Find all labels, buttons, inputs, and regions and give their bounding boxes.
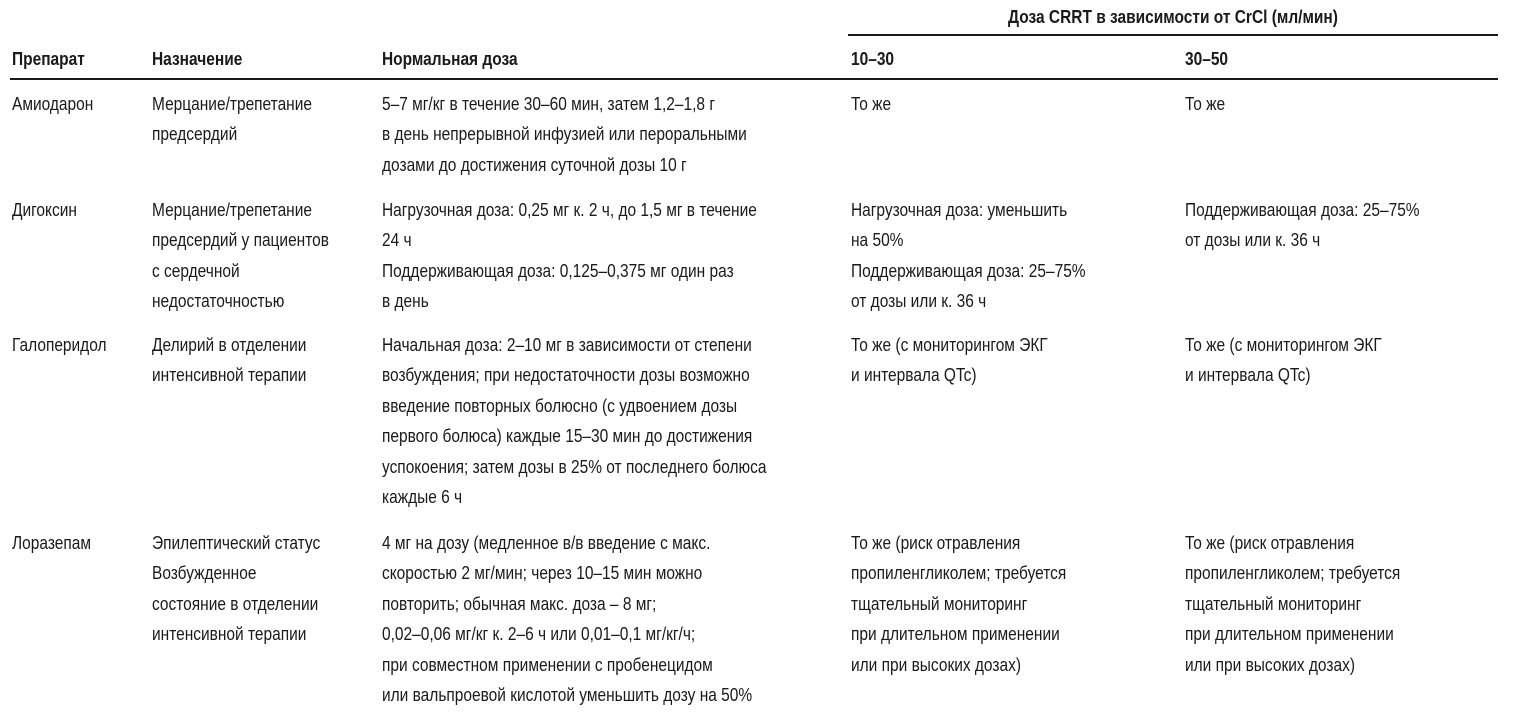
- cell-line: Мерцание/трепетание: [152, 94, 312, 114]
- cell-line: Нагрузочная доза: 0,25 мг к. 2 ч, до 1,5 мг в течение: [382, 200, 757, 220]
- cell-line: 0,02–0,06 мг/кг к. 2–6 ч или 0,01–0,1 мг/кг/ч;: [382, 624, 696, 645]
- cell-line: повторить; обычная макс. доза – 8 мг;: [382, 593, 657, 614]
- cell-line: или при высоких дозах): [851, 654, 1021, 675]
- cell-line: при длительном применении: [851, 624, 1060, 645]
- cell-line: Поддерживающая доза: 25–75%: [1185, 200, 1420, 220]
- cell-crcl-30-50: [1185, 195, 1420, 256]
- cell-line: 4 мг на дозу (медленное в/в введение с макс.: [382, 533, 711, 553]
- cell-crcl-30-50: [1185, 89, 1225, 119]
- cell-line: от дозы или к. 36 ч: [1185, 230, 1321, 251]
- cell-indication: [152, 528, 320, 650]
- header-drug: Препарат: [12, 49, 85, 69]
- cell-line: Эпилептический статус: [152, 533, 321, 553]
- cell-line: Поддерживающая доза: 0,125–0,375 мг один раз: [382, 260, 734, 281]
- group-header-rule: [848, 34, 1498, 36]
- cell-line: пропиленгликолем; требуется: [851, 563, 1067, 584]
- cell-normal-dose: [382, 330, 767, 512]
- cell-line: То же: [851, 94, 892, 114]
- cell-line: дозами до достижения суточной дозы 10 г: [382, 154, 687, 175]
- cell-line: Поддерживающая доза: 25–75%: [851, 260, 1086, 281]
- cell-crcl-10-30: [851, 195, 1086, 317]
- cell-line: Лоразепам: [12, 533, 91, 553]
- cell-line: в день непрерывной инфузией или пероральными: [382, 124, 747, 145]
- header-crcl-10-30: 10–30: [851, 49, 895, 69]
- cell-line: Галоперидол: [12, 335, 107, 355]
- cell-drug: [12, 330, 107, 360]
- cell-line: от дозы или к. 36 ч: [851, 291, 987, 312]
- cell-line: То же (риск отравления: [1185, 533, 1355, 553]
- header-crcl-30-50: 30–50: [1185, 49, 1229, 69]
- cell-line: с сердечной: [152, 260, 240, 281]
- cell-line: или при высоких дозах): [1185, 654, 1355, 675]
- cell-line: предсердий у пациентов: [152, 230, 329, 251]
- cell-indication: [152, 89, 312, 150]
- cell-line: первого болюса) каждые 15–30 мин до достижения: [382, 426, 753, 447]
- cell-drug: [12, 195, 77, 225]
- crrt-group-header: Доза CRRT в зависимости от CrCl (мл/мин): [1008, 7, 1338, 27]
- cell-line: или вальпроевой кислотой уменьшить дозу на 50%: [382, 685, 753, 706]
- cell-crcl-30-50: [1185, 330, 1382, 391]
- header-normal-dose: Нормальная доза: [382, 49, 518, 69]
- cell-crcl-10-30: [851, 528, 1066, 680]
- cell-line: Возбужденное: [152, 563, 257, 584]
- cell-line: состояние в отделении: [152, 593, 319, 614]
- cell-line: 5–7 мг/кг в течение 30–60 мин, затем 1,2–1,8 г: [382, 94, 715, 114]
- cell-line: возбуждения; при недостаточности дозы возможно: [382, 365, 750, 386]
- cell-line: предсердий: [152, 124, 238, 145]
- cell-line: при длительном применении: [1185, 624, 1394, 645]
- cell-indication: [152, 330, 306, 391]
- cell-crcl-10-30: [851, 330, 1048, 391]
- cell-line: тщательный мониторинг: [851, 593, 1028, 614]
- cell-line: успокоения; затем дозы в 25% от последнего болюса: [382, 456, 767, 477]
- header-rule: [10, 78, 1498, 80]
- cell-line: То же: [1185, 94, 1226, 114]
- cell-line: на 50%: [851, 230, 904, 251]
- cell-line: и интервала QTc): [851, 365, 977, 386]
- cell-drug: [12, 528, 91, 558]
- cell-line: и интервала QTc): [1185, 365, 1311, 386]
- cell-line: недостаточностью: [152, 291, 285, 312]
- cell-line: Амиодарон: [12, 94, 94, 114]
- cell-normal-dose: [382, 528, 752, 710]
- cell-line: при совместном применении с пробенецидом: [382, 654, 713, 675]
- cell-crcl-10-30: [851, 89, 891, 119]
- cell-line: То же (с мониторингом ЭКГ: [851, 335, 1048, 355]
- cell-line: Нагрузочная доза: уменьшить: [851, 200, 1068, 220]
- cell-line: интенсивной терапии: [152, 365, 307, 386]
- cell-normal-dose: [382, 89, 747, 180]
- cell-crcl-30-50: [1185, 528, 1400, 680]
- cell-line: Делирий в отделении: [152, 335, 307, 355]
- header-indication: Назначение: [152, 49, 243, 69]
- cell-line: пропиленгликолем; требуется: [1185, 563, 1401, 584]
- cell-drug: [12, 89, 93, 119]
- cell-indication: [152, 195, 329, 317]
- cell-line: интенсивной терапии: [152, 624, 307, 645]
- cell-line: 24 ч: [382, 230, 412, 251]
- cell-normal-dose: [382, 195, 757, 317]
- cell-line: Мерцание/трепетание: [152, 200, 312, 220]
- cell-line: в день: [382, 291, 429, 312]
- cell-line: Дигоксин: [12, 200, 77, 220]
- cell-line: каждые 6 ч: [382, 487, 463, 508]
- cell-line: То же (риск отравления: [851, 533, 1021, 553]
- cell-line: введение повторных болюсно (с удвоением дозы: [382, 395, 738, 416]
- cell-line: То же (с мониторингом ЭКГ: [1185, 335, 1382, 355]
- cell-line: скоростью 2 мг/мин; через 10–15 мин можно: [382, 563, 703, 584]
- cell-line: Начальная доза: 2–10 мг в зависимости от степени: [382, 335, 752, 355]
- cell-line: тщательный мониторинг: [1185, 593, 1362, 614]
